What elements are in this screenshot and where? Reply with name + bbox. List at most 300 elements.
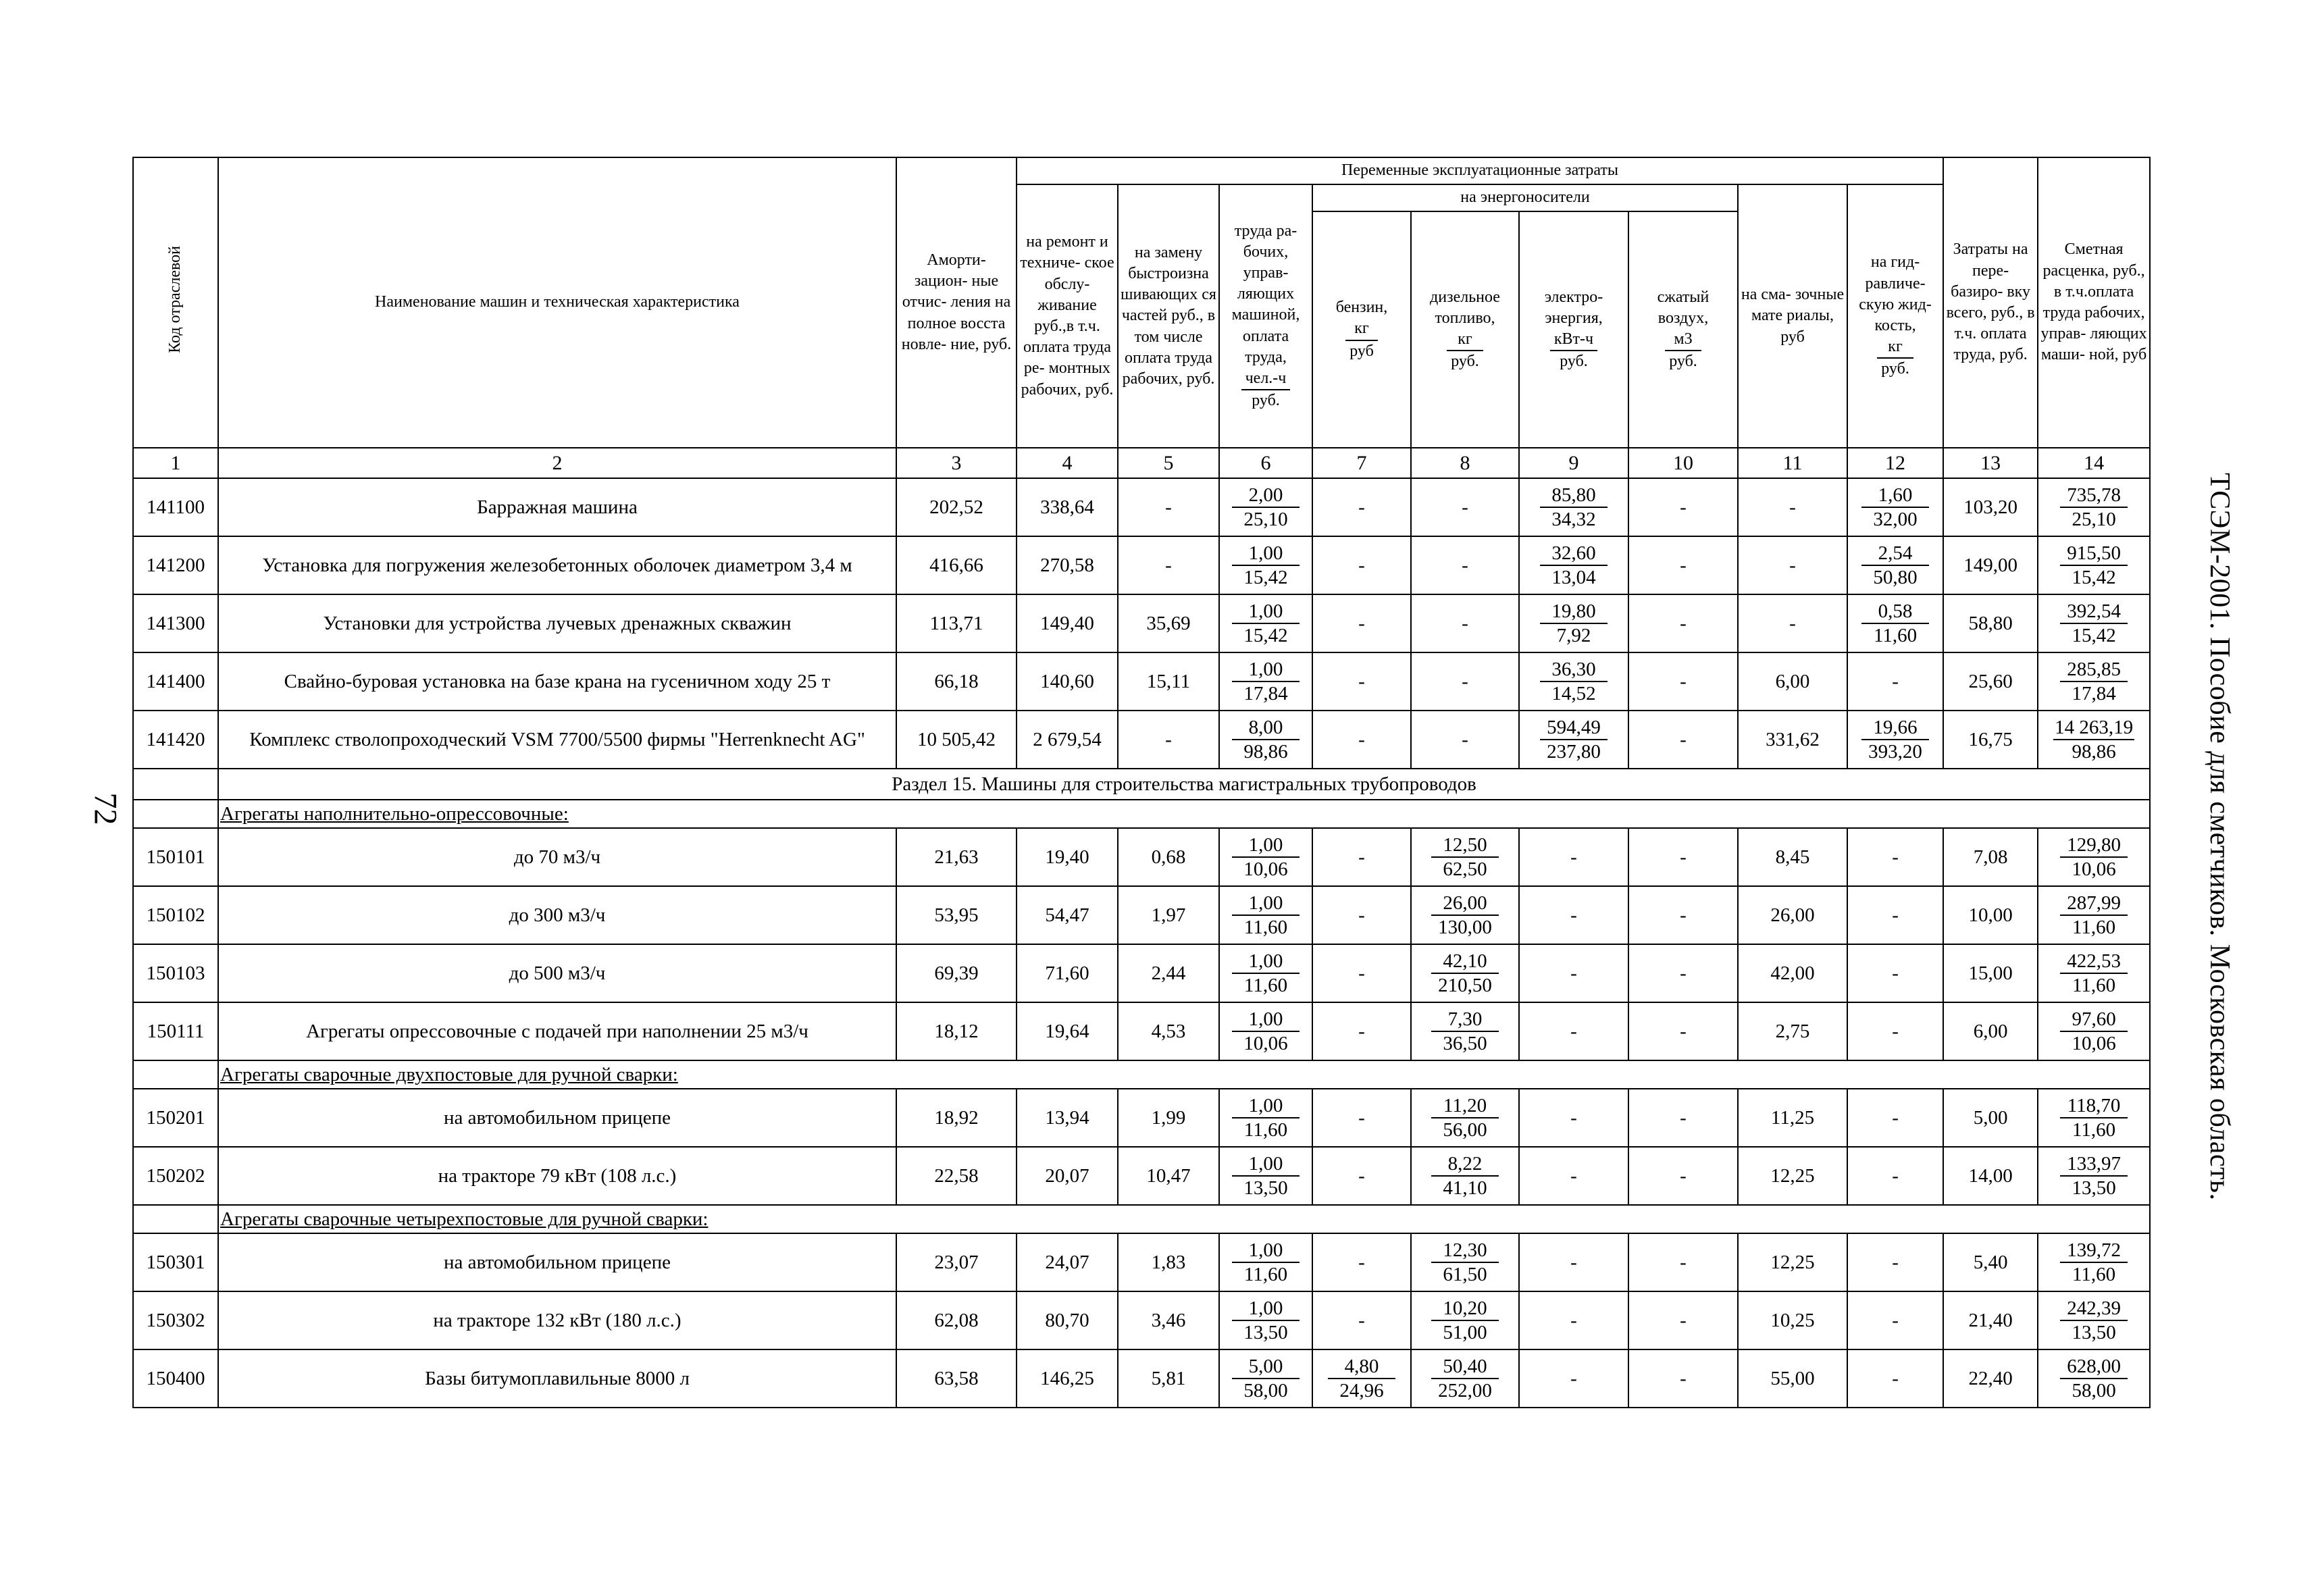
table-row <box>133 1233 2150 1291</box>
cell-relocation: 58,80 <box>1943 594 2038 652</box>
group-title: Агрегаты наполнительно-опрессовочные: <box>218 800 2150 828</box>
section-code-cell <box>133 769 218 800</box>
cell-electric: - <box>1519 1349 1628 1408</box>
fraction-bottom: 25,10 <box>1243 509 1288 530</box>
cell-repair: 149,40 <box>1017 594 1118 652</box>
cell-hydro: - <box>1847 1349 1943 1408</box>
cell-repair: 24,07 <box>1017 1233 1118 1291</box>
fraction-bottom: 11,60 <box>2072 975 2116 996</box>
fraction-value <box>1232 600 1300 647</box>
machine-name: Базы битумоплавильные 8000 л <box>218 1349 896 1408</box>
cell-relocation: 25,60 <box>1943 652 2038 711</box>
cell-lube: 8,45 <box>1738 828 1847 886</box>
machine-name: Свайно-буровая установка на базе крана на гусеничном ходу 25 т <box>218 652 896 711</box>
fraction-value <box>1232 833 1300 881</box>
cell-repair: 71,60 <box>1017 944 1118 1002</box>
cell-amort: 416,66 <box>896 536 1017 594</box>
fraction-value <box>1232 1094 1300 1141</box>
cell-diesel: - <box>1411 652 1519 711</box>
machine-name: на тракторе 79 кВт (108 л.с.) <box>218 1147 896 1205</box>
cell-petrol: - <box>1312 886 1411 944</box>
header-price: Сметная расценка, руб., в т.ч.оплата труда рабочих, управ- ляющих маши- ной, руб <box>2038 157 2150 448</box>
cell-diesel: - <box>1411 478 1519 536</box>
machine-name: до 70 м3/ч <box>218 828 896 886</box>
group-row <box>133 1205 2150 1233</box>
cell-lube: - <box>1738 594 1847 652</box>
cell-electric: - <box>1519 886 1628 944</box>
cell-lube: 11,25 <box>1738 1089 1847 1147</box>
fraction-top: 133,97 <box>2060 1152 2128 1177</box>
fraction-top: 8,00 <box>1232 716 1300 740</box>
cell-parts: 2,44 <box>1118 944 1219 1002</box>
cell-relocation: 149,00 <box>1943 536 2038 594</box>
cell-petrol: - <box>1312 594 1411 652</box>
cell-price <box>2038 594 2150 652</box>
fraction-bottom: 11,60 <box>2072 1264 2116 1285</box>
cell-repair: 19,64 <box>1017 1002 1118 1060</box>
table-row <box>133 1147 2150 1205</box>
cell-lube: - <box>1738 536 1847 594</box>
fraction-top: 36,30 <box>1540 658 1608 682</box>
fraction-top: 1,00 <box>1232 892 1300 916</box>
fraction-top: 735,78 <box>2060 484 2128 508</box>
fraction-bottom: 56,00 <box>1443 1119 1487 1141</box>
fraction-top: 1,00 <box>1232 1239 1300 1263</box>
column-number: 9 <box>1519 448 1628 478</box>
cell-electric <box>1519 594 1628 652</box>
cell-hydro: - <box>1847 828 1943 886</box>
fraction-top: 19,80 <box>1540 600 1608 624</box>
header-repair: на ремонт и техниче- ское обслу- живание руб.,в т.ч. оплата труда ре- монтных рабочих, руб. <box>1017 184 1118 448</box>
fraction-value <box>1540 600 1608 647</box>
fraction-bottom: 13,04 <box>1551 567 1596 588</box>
cell-amort: 10 505,42 <box>896 711 1017 769</box>
fraction-value <box>1431 1094 1499 1141</box>
column-number: 2 <box>218 448 896 478</box>
cell-price <box>2038 1349 2150 1408</box>
fraction-top: 118,70 <box>2060 1094 2128 1118</box>
cell-diesel <box>1411 1233 1519 1291</box>
fraction-value <box>1232 658 1300 705</box>
header-amort: Аморти- зацион- ные отчис- ления на полное восста новле- ние, руб. <box>896 157 1017 448</box>
fraction-bottom: 41,10 <box>1443 1177 1487 1199</box>
table-row <box>133 1089 2150 1147</box>
group-code-cell <box>133 1060 218 1089</box>
cell-air: - <box>1628 1349 1738 1408</box>
machine-code: 141100 <box>133 478 218 536</box>
fraction-bottom: 15,42 <box>1243 625 1288 646</box>
cell-lube: 331,62 <box>1738 711 1847 769</box>
cell-diesel <box>1411 828 1519 886</box>
cell-price <box>2038 536 2150 594</box>
fraction-bottom: 98,86 <box>1243 741 1288 763</box>
fraction-bottom: 210,50 <box>1438 975 1492 996</box>
fraction-top: 42,10 <box>1431 950 1499 974</box>
fraction-value <box>2060 892 2128 939</box>
cell-price <box>2038 886 2150 944</box>
fraction-bottom: 61,50 <box>1443 1264 1487 1285</box>
header-petrol: бензин, кг руб <box>1312 211 1411 448</box>
fraction-bottom: 36,50 <box>1443 1033 1487 1054</box>
fraction-value <box>1431 1297 1499 1344</box>
fraction-top: 1,00 <box>1232 833 1300 858</box>
column-number: 7 <box>1312 448 1411 478</box>
cell-repair: 338,64 <box>1017 478 1118 536</box>
machine-name: Установка для погружения железобетонных оболочек диаметром 3,4 м <box>218 536 896 594</box>
group-code-cell <box>133 800 218 828</box>
cell-price <box>2038 1089 2150 1147</box>
cell-diesel <box>1411 886 1519 944</box>
cell-amort: 18,12 <box>896 1002 1017 1060</box>
fraction-bottom: 15,42 <box>1243 567 1288 588</box>
cell-amort: 202,52 <box>896 478 1017 536</box>
fraction-bottom: 130,00 <box>1438 917 1492 938</box>
column-number: 6 <box>1219 448 1312 478</box>
fraction-bottom: 393,20 <box>1868 741 1922 763</box>
header-relocation: Затраты на пере- базиро- вку всего, руб., в т.ч. оплата труда, руб. <box>1943 157 2038 448</box>
machine-code: 141400 <box>133 652 218 711</box>
table-row <box>133 478 2150 536</box>
fraction-top: 1,00 <box>1232 542 1300 566</box>
fraction-value <box>1232 950 1300 997</box>
fraction-value <box>2060 484 2128 531</box>
cell-amort: 69,39 <box>896 944 1017 1002</box>
cell-electric: - <box>1519 944 1628 1002</box>
fraction-value <box>1328 1355 1395 1402</box>
fraction-value <box>1232 1152 1300 1200</box>
cell-price <box>2038 1233 2150 1291</box>
cell-air: - <box>1628 711 1738 769</box>
group-row <box>133 800 2150 828</box>
cell-diesel <box>1411 944 1519 1002</box>
cell-amort: 22,58 <box>896 1147 1017 1205</box>
table-row <box>133 1291 2150 1349</box>
cell-electric: - <box>1519 1291 1628 1349</box>
cell-air: - <box>1628 828 1738 886</box>
fraction-bottom: 10,06 <box>1243 1033 1288 1054</box>
cell-parts: 0,68 <box>1118 828 1219 886</box>
fraction-value <box>2060 1297 2128 1344</box>
fraction-top: 915,50 <box>2060 542 2128 566</box>
fraction-top: 85,80 <box>1540 484 1608 508</box>
fraction-top: 392,54 <box>2060 600 2128 624</box>
table-row <box>133 594 2150 652</box>
fraction-value <box>2060 1152 2128 1200</box>
fraction-bottom: 15,42 <box>2072 625 2116 646</box>
fraction-bottom: 11,60 <box>1243 1264 1288 1285</box>
cell-diesel: - <box>1411 711 1519 769</box>
machine-code: 150400 <box>133 1349 218 1408</box>
cell-repair: 146,25 <box>1017 1349 1118 1408</box>
machine-code: 150302 <box>133 1291 218 1349</box>
table-row <box>133 536 2150 594</box>
cell-lube: 10,25 <box>1738 1291 1847 1349</box>
machine-code: 150101 <box>133 828 218 886</box>
fraction-top: 1,00 <box>1232 600 1300 624</box>
cell-hydro <box>1847 594 1943 652</box>
cell-price <box>2038 1147 2150 1205</box>
fraction-bottom: 13,50 <box>1243 1177 1288 1199</box>
cell-parts: 35,69 <box>1118 594 1219 652</box>
fraction-value <box>1232 484 1300 531</box>
cell-parts: - <box>1118 536 1219 594</box>
fraction-bottom: 14,52 <box>1551 683 1596 704</box>
cell-relocation: 6,00 <box>1943 1002 2038 1060</box>
cell-diesel <box>1411 1002 1519 1060</box>
cell-electric: - <box>1519 1089 1628 1147</box>
column-numbers-row <box>133 448 2150 478</box>
cell-hydro: - <box>1847 886 1943 944</box>
cell-petrol: - <box>1312 1147 1411 1205</box>
fraction-top: 1,00 <box>1232 1008 1300 1032</box>
fraction-value <box>2060 658 2128 705</box>
fraction-bottom: 13,50 <box>2072 1322 2116 1343</box>
fraction-value <box>1431 950 1499 997</box>
page-number: 72 <box>87 792 124 825</box>
cell-hydro <box>1847 536 1943 594</box>
machine-name: на автомобильном прицепе <box>218 1233 896 1291</box>
machine-name: Агрегаты опрессовочные с подачей при наполнении 25 м3/ч <box>218 1002 896 1060</box>
cell-diesel: - <box>1411 536 1519 594</box>
column-number: 3 <box>896 448 1017 478</box>
machine-name: Установки для устройства лучевых дренажных скважин <box>218 594 896 652</box>
fraction-top: 1,00 <box>1232 1094 1300 1118</box>
cell-lube: 6,00 <box>1738 652 1847 711</box>
cell-amort: 113,71 <box>896 594 1017 652</box>
cell-amort: 53,95 <box>896 886 1017 944</box>
header-hydro: на гид- равличе- скую жид- кость, кг руб. <box>1847 184 1943 448</box>
section-row <box>133 769 2150 800</box>
fraction-top: 1,00 <box>1232 950 1300 974</box>
fraction-bottom: 25,10 <box>2072 509 2116 530</box>
cell-electric: - <box>1519 1233 1628 1291</box>
group-title: Агрегаты сварочные четырехпостовые для ручной сварки: <box>218 1205 2150 1233</box>
cell-hydro: - <box>1847 944 1943 1002</box>
cell-parts: 1,97 <box>1118 886 1219 944</box>
cell-amort: 18,92 <box>896 1089 1017 1147</box>
header-name: Наименование машин и техническая характеристика <box>218 157 896 448</box>
cell-air: - <box>1628 1233 1738 1291</box>
fraction-bottom: 58,00 <box>2072 1380 2116 1401</box>
cell-amort: 63,58 <box>896 1349 1017 1408</box>
cell-labor <box>1219 536 1312 594</box>
cell-petrol: - <box>1312 652 1411 711</box>
cell-lube: 12,25 <box>1738 1147 1847 1205</box>
machine-code: 150201 <box>133 1089 218 1147</box>
fraction-value <box>2060 600 2128 647</box>
fraction-value <box>1540 658 1608 705</box>
cell-petrol: - <box>1312 1233 1411 1291</box>
table-row <box>133 711 2150 769</box>
fraction-top: 14 263,19 <box>2053 716 2134 740</box>
table-row <box>133 1349 2150 1408</box>
table-row <box>133 944 2150 1002</box>
machine-name: до 500 м3/ч <box>218 944 896 1002</box>
cell-petrol: - <box>1312 944 1411 1002</box>
fraction-value <box>1861 542 1929 589</box>
cell-amort: 23,07 <box>896 1233 1017 1291</box>
fraction-bottom: 11,60 <box>1243 917 1288 938</box>
column-number: 11 <box>1738 448 1847 478</box>
fraction-bottom: 10,06 <box>2072 1033 2116 1054</box>
fraction-value <box>1232 1297 1300 1344</box>
cell-relocation: 5,00 <box>1943 1089 2038 1147</box>
cell-hydro: - <box>1847 1233 1943 1291</box>
cell-repair: 2 679,54 <box>1017 711 1118 769</box>
cell-relocation: 103,20 <box>1943 478 2038 536</box>
cell-repair: 20,07 <box>1017 1147 1118 1205</box>
machine-name: на тракторе 132 кВт (180 л.с.) <box>218 1291 896 1349</box>
cell-repair: 80,70 <box>1017 1291 1118 1349</box>
cell-petrol: - <box>1312 711 1411 769</box>
fraction-value <box>2060 1355 2128 1402</box>
fraction-bottom: 34,32 <box>1551 509 1596 530</box>
fraction-value <box>1431 892 1499 939</box>
machine-code: 150202 <box>133 1147 218 1205</box>
fraction-top: 594,49 <box>1540 716 1608 740</box>
fraction-top: 11,20 <box>1431 1094 1499 1118</box>
column-number: 12 <box>1847 448 1943 478</box>
fraction-top: 129,80 <box>2060 833 2128 858</box>
fraction-top: 285,85 <box>2060 658 2128 682</box>
cell-labor <box>1219 711 1312 769</box>
cell-relocation: 16,75 <box>1943 711 2038 769</box>
machine-code: 150111 <box>133 1002 218 1060</box>
table-row <box>133 1002 2150 1060</box>
cell-parts: - <box>1118 478 1219 536</box>
fraction-bottom: 62,50 <box>1443 858 1487 880</box>
fraction-top: 19,66 <box>1861 716 1929 740</box>
header-air: сжатый воздух, м3 руб. <box>1628 211 1738 448</box>
fraction-top: 1,00 <box>1232 658 1300 682</box>
cell-amort: 21,63 <box>896 828 1017 886</box>
fraction-bottom: 98,86 <box>2072 741 2116 763</box>
cell-labor <box>1219 1147 1312 1205</box>
cell-amort: 66,18 <box>896 652 1017 711</box>
fraction-top: 1,00 <box>1232 1297 1300 1321</box>
table-row <box>133 652 2150 711</box>
cell-parts: 5,81 <box>1118 1349 1219 1408</box>
fraction-top: 242,39 <box>2060 1297 2128 1321</box>
cell-parts: 1,99 <box>1118 1089 1219 1147</box>
header-energy: на энергоносители <box>1312 184 1738 211</box>
cell-air: - <box>1628 1291 1738 1349</box>
fraction-bottom: 252,00 <box>1438 1380 1492 1401</box>
fraction-top: 0,58 <box>1861 600 1929 624</box>
cell-hydro: - <box>1847 1089 1943 1147</box>
group-row <box>133 1060 2150 1089</box>
cell-price <box>2038 944 2150 1002</box>
fraction-value <box>1232 716 1300 763</box>
cell-parts: - <box>1118 711 1219 769</box>
fraction-top: 4,80 <box>1328 1355 1395 1379</box>
cell-diesel <box>1411 1349 1519 1408</box>
cell-amort: 62,08 <box>896 1291 1017 1349</box>
header-electric: электро- энергия, кВт-ч руб. <box>1519 211 1628 448</box>
fraction-bottom: 11,60 <box>1243 1119 1288 1141</box>
cell-relocation: 21,40 <box>1943 1291 2038 1349</box>
cell-hydro: - <box>1847 652 1943 711</box>
cell-air: - <box>1628 1002 1738 1060</box>
machine-code: 150102 <box>133 886 218 944</box>
cell-parts: 15,11 <box>1118 652 1219 711</box>
fraction-top: 2,00 <box>1232 484 1300 508</box>
fraction-value <box>1431 1239 1499 1286</box>
fraction-value <box>2060 950 2128 997</box>
cell-hydro <box>1847 711 1943 769</box>
header-variable: Переменные эксплуатационные затраты <box>1017 157 1943 184</box>
fraction-top: 2,54 <box>1861 542 1929 566</box>
cell-petrol <box>1312 1349 1411 1408</box>
fraction-bottom: 11,60 <box>1243 975 1288 996</box>
cell-diesel: - <box>1411 594 1519 652</box>
machine-code: 150301 <box>133 1233 218 1291</box>
fraction-value <box>1431 1008 1499 1055</box>
cell-petrol: - <box>1312 536 1411 594</box>
cell-petrol: - <box>1312 478 1411 536</box>
cell-labor <box>1219 1002 1312 1060</box>
cell-lube: 26,00 <box>1738 886 1847 944</box>
cell-lube: 2,75 <box>1738 1002 1847 1060</box>
cell-electric <box>1519 711 1628 769</box>
fraction-top: 50,40 <box>1431 1355 1499 1379</box>
column-number: 13 <box>1943 448 2038 478</box>
cell-air: - <box>1628 652 1738 711</box>
fraction-bottom: 11,60 <box>2072 917 2116 938</box>
fraction-value <box>1861 600 1929 647</box>
fraction-bottom: 51,00 <box>1443 1322 1487 1343</box>
column-number: 4 <box>1017 448 1118 478</box>
cell-relocation: 7,08 <box>1943 828 2038 886</box>
fraction-top: 26,00 <box>1431 892 1499 916</box>
cell-price <box>2038 478 2150 536</box>
cell-relocation: 5,40 <box>1943 1233 2038 1291</box>
cell-repair: 13,94 <box>1017 1089 1118 1147</box>
header-labor: труда ра- бочих, управ- ляющих машиной, оплата труда, чел.-ч руб. <box>1219 184 1312 448</box>
fraction-top: 10,20 <box>1431 1297 1499 1321</box>
fraction-value <box>2060 1239 2128 1286</box>
cell-parts: 10,47 <box>1118 1147 1219 1205</box>
fraction-bottom: 58,00 <box>1243 1380 1288 1401</box>
cell-hydro: - <box>1847 1147 1943 1205</box>
fraction-top: 1,00 <box>1232 1152 1300 1177</box>
cell-petrol: - <box>1312 1002 1411 1060</box>
cell-price <box>2038 652 2150 711</box>
column-number: 10 <box>1628 448 1738 478</box>
cell-petrol: - <box>1312 1089 1411 1147</box>
header-parts: на замену быстроизна шивающих ся частей руб., в том числе оплата труда рабочих, руб. <box>1118 184 1219 448</box>
cell-electric <box>1519 652 1628 711</box>
fraction-top: 97,60 <box>2060 1008 2128 1032</box>
fraction-bottom: 50,80 <box>1873 567 1918 588</box>
cell-petrol: - <box>1312 1291 1411 1349</box>
cell-hydro: - <box>1847 1002 1943 1060</box>
cell-labor <box>1219 478 1312 536</box>
machine-name: Барражная машина <box>218 478 896 536</box>
fraction-value <box>1540 484 1608 531</box>
fraction-value <box>1232 1355 1300 1402</box>
cell-labor <box>1219 944 1312 1002</box>
fraction-bottom: 237,80 <box>1547 741 1601 763</box>
cell-air: - <box>1628 1089 1738 1147</box>
fraction-value <box>2060 542 2128 589</box>
fraction-value <box>1861 484 1929 531</box>
cell-price <box>2038 828 2150 886</box>
column-number: 1 <box>133 448 218 478</box>
cell-relocation: 22,40 <box>1943 1349 2038 1408</box>
group-title: Агрегаты сварочные двухпостовые для ручной сварки: <box>218 1060 2150 1089</box>
fraction-value <box>1431 1152 1499 1200</box>
